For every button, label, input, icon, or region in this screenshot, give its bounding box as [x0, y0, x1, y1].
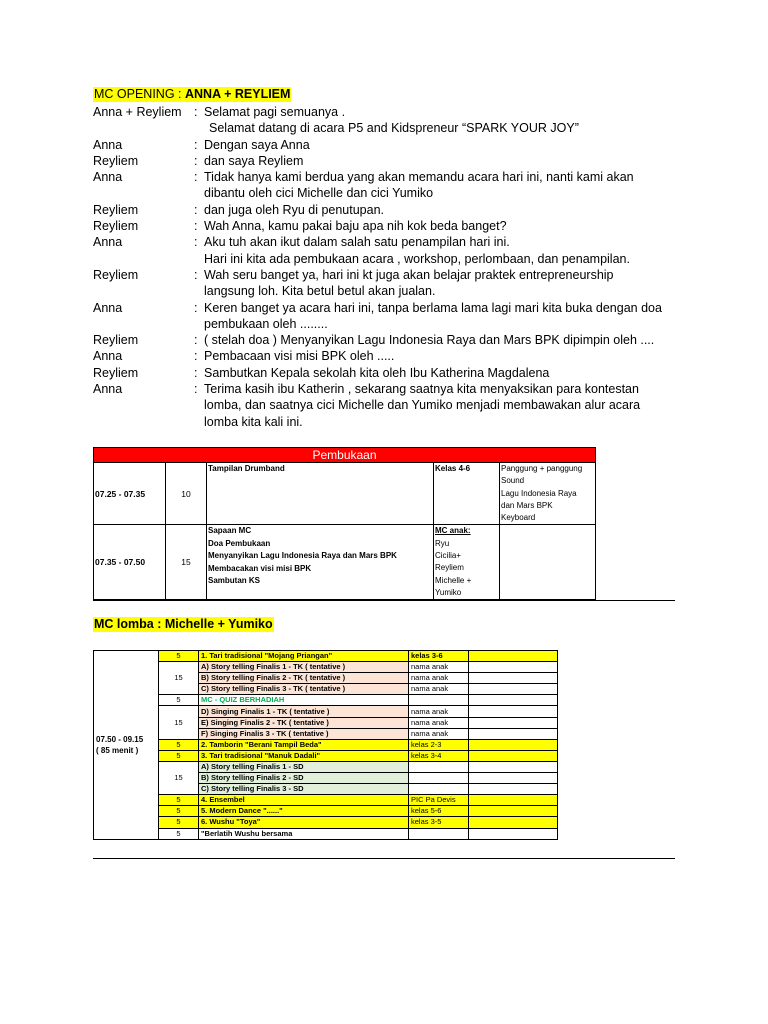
divider	[93, 600, 675, 601]
table-row	[94, 662, 558, 673]
activity-cell: C) Story telling Finalis 3 - SD	[199, 784, 409, 795]
activity-cell: "Berlatih Wushu bersama	[199, 828, 409, 839]
speaker-name: Anna	[93, 300, 123, 315]
duration-cell: 5	[159, 695, 199, 706]
dialogue-text: dan juga oleh Ryu di penutupan.	[204, 202, 385, 217]
script-line	[93, 381, 713, 397]
notes-cell	[469, 651, 558, 662]
table-row	[94, 761, 558, 772]
performer-cell: nama anak	[409, 717, 469, 728]
speaker-name: Anna	[93, 349, 123, 364]
time-cell	[94, 651, 159, 840]
speaker-name: Anna	[93, 137, 123, 152]
performer-cell: kelas 2-3	[409, 739, 469, 750]
script-line	[93, 300, 713, 316]
script-line	[93, 169, 713, 185]
activity-cell: 4. Ensembel	[199, 795, 409, 806]
dialogue-continuation: lomba, dan saatnya cici Michelle dan Yumiko menjadi membawakan alur acara	[204, 398, 641, 413]
dialogue-continuation: langsung loh. Kita betul betul akan jualan.	[204, 284, 436, 299]
duration-cell: 5	[159, 651, 199, 662]
opening-script	[93, 104, 713, 430]
colon-separator: :	[194, 333, 198, 348]
script-line	[93, 153, 713, 169]
pembukaan-table	[93, 447, 596, 600]
colon-separator: :	[194, 300, 198, 315]
table-row	[94, 695, 558, 706]
dialogue-text: Aku tuh akan ikut dalam salah satu penampilan hari ini.	[204, 235, 510, 250]
notes-cell	[469, 717, 558, 728]
colon-separator: :	[194, 105, 198, 119]
notes-cell	[469, 828, 558, 839]
performer-cell: kelas 3-6	[409, 651, 469, 662]
script-line	[93, 234, 713, 250]
table-row	[94, 828, 558, 839]
performer-cell: nama anak	[409, 662, 469, 673]
duration-cell: 15	[159, 761, 199, 794]
duration-cell: 15	[159, 706, 199, 739]
script-line	[93, 348, 713, 364]
dialogue-continuation: Hari ini kita ada pembukaan acara , workshop, perlombaan, dan penampilan.	[204, 251, 630, 266]
colon-separator: :	[194, 219, 198, 234]
activity-cell: MC - QUIZ BERHADIAH	[199, 695, 409, 706]
activity-cell: 1. Tari tradisional "Mojang Priangan"	[199, 651, 409, 662]
time-range: 07.50 - 09.15	[96, 734, 144, 744]
lomba-table	[93, 650, 558, 840]
table-row	[94, 651, 558, 662]
activity-cell: 6. Wushu "Toya"	[199, 817, 409, 828]
notes-cell	[469, 673, 558, 684]
dialogue-text: Dengan saya Anna	[204, 137, 310, 152]
activity-cell: C) Story telling Finalis 3 - TK ( tentative )	[199, 684, 409, 695]
performer-cell	[409, 695, 469, 706]
performer-cell: kelas 3-4	[409, 750, 469, 761]
speaker-name: Anna + Reyliem	[93, 105, 182, 119]
activity-line: Tampilan Drumband	[208, 464, 285, 473]
performer-line: Yumiko	[435, 587, 462, 597]
table-row	[94, 817, 558, 828]
table-row	[94, 795, 558, 806]
mc-opening-label: MC OPENING :	[94, 87, 185, 101]
notes-cell	[469, 728, 558, 739]
dialogue-text: dan saya Reyliem	[204, 153, 304, 168]
activity-line: Doa Pembukaan	[208, 538, 271, 548]
notes-cell	[469, 773, 558, 784]
script-line	[93, 137, 713, 153]
performer-cell	[409, 784, 469, 795]
duration-cell: 5	[159, 795, 199, 806]
script-line	[93, 267, 713, 283]
activity-cell	[207, 463, 434, 525]
pembukaan-title: Pembukaan	[94, 448, 596, 463]
notes-cell	[469, 695, 558, 706]
colon-separator: :	[194, 235, 198, 250]
colon-separator	[194, 120, 204, 136]
note-line: Sound	[501, 476, 525, 486]
performer-line: MC anak:	[435, 526, 471, 536]
colon-separator: :	[194, 365, 198, 380]
duration-cell: 5	[159, 828, 199, 839]
speaker-name: Reyliem	[93, 365, 139, 380]
performer-cell	[409, 761, 469, 772]
speaker-name: Reyliem	[93, 333, 139, 348]
performer-line: Michelle +	[435, 575, 472, 585]
speaker-name	[93, 120, 194, 136]
colon-separator: :	[194, 170, 198, 185]
dialogue-text: Keren banget ya acara hari ini, tanpa berlama lama lagi mari kita buka dengan doa	[204, 300, 662, 315]
performer-line: Reyliem	[435, 563, 464, 573]
duration-cell: 15	[159, 662, 199, 695]
dialogue-text: Selamat datang di acara P5 and Kidspreneur “SPARK YOUR JOY”	[209, 121, 579, 136]
performer-cell	[409, 773, 469, 784]
table-row	[94, 525, 596, 600]
dialogue-text: ( stelah doa ) Menyanyikan Lagu Indonesia Raya dan Mars BPK dipimpin oleh ....	[204, 333, 655, 348]
table-row	[94, 806, 558, 817]
table-row	[94, 463, 596, 525]
table-row	[94, 739, 558, 750]
dialogue-text: Pembacaan visi misi BPK oleh .....	[204, 349, 395, 364]
dialogue-text: Wah seru banget ya, hari ini kt juga akan belajar praktek entrepreneurship	[204, 267, 614, 282]
time-note: ( 85 menit )	[96, 745, 139, 755]
performer-cell: nama anak	[409, 673, 469, 684]
dialogue-continuation: dibantu oleh cici Michelle dan cici Yumiko	[204, 186, 434, 201]
speaker-name: Anna	[93, 235, 123, 250]
speaker-name: Reyliem	[93, 219, 139, 234]
performer-cell	[434, 463, 500, 525]
colon-separator: :	[194, 153, 198, 168]
notes-cell	[469, 795, 558, 806]
note-line: Panggung + panggung	[501, 464, 583, 473]
activity-cell: 5. Modern Dance "......"	[199, 806, 409, 817]
duration-cell: 5	[159, 739, 199, 750]
script-line	[93, 332, 713, 348]
activity-line: Menyanyikan Lagu Indonesia Raya dan Mars BPK	[208, 551, 397, 561]
mc-lomba-heading: MC lomba : Michelle + Yumiko	[94, 617, 273, 631]
activity-cell: A) Story telling Finalis 1 - TK ( tentative )	[199, 662, 409, 673]
activity-line: Membacakan visi misi BPK	[208, 563, 312, 573]
notes-cell	[469, 706, 558, 717]
dialogue-text: Tidak hanya kami berdua yang akan memandu acara hari ini, nanti kami akan	[204, 170, 634, 185]
duration-cell: 15	[166, 525, 207, 600]
performer-cell: kelas 3-5	[409, 817, 469, 828]
activity-cell: 3. Tari tradisional "Manuk Dadali"	[199, 750, 409, 761]
notes-cell	[469, 662, 558, 673]
performer-cell	[434, 525, 500, 600]
duration-cell: 5	[159, 817, 199, 828]
time-cell: 07.35 - 07.50	[94, 525, 166, 600]
note-line: Lagu Indonesia Raya	[501, 488, 577, 498]
script-line	[93, 202, 713, 218]
speaker-name: Anna	[93, 382, 123, 397]
table-row	[94, 750, 558, 761]
performer-cell	[409, 828, 469, 839]
notes-cell	[469, 684, 558, 695]
activity-cell: D) Singing Finalis 1 - TK ( tentative )	[199, 706, 409, 717]
notes-cell	[500, 463, 596, 525]
performer-line: Kelas 4-6	[435, 464, 471, 473]
dialogue-text: Wah Anna, kamu pakai baju apa nih kok beda banget?	[204, 219, 507, 234]
colon-separator: :	[194, 382, 198, 397]
performer-cell: nama anak	[409, 728, 469, 739]
divider	[93, 858, 675, 859]
activity-cell: B) Story telling Finalis 2 - TK ( tentative )	[199, 673, 409, 684]
time-cell: 07.25 - 07.35	[94, 463, 166, 525]
performer-cell: PIC Pa Devis	[409, 795, 469, 806]
dialogue-text: Sambutkan Kepala sekolah kita oleh Ibu Katherina Magdalena	[204, 365, 550, 380]
activity-cell	[207, 525, 434, 600]
duration-cell: 10	[166, 463, 207, 525]
note-line: Keyboard	[501, 513, 536, 523]
notes-cell	[469, 806, 558, 817]
speaker-name: Reyliem	[93, 202, 139, 217]
notes-cell	[469, 784, 558, 795]
duration-cell: 5	[159, 806, 199, 817]
speaker-name: Reyliem	[93, 153, 139, 168]
dialogue-text: Terima kasih ibu Katherin , sekarang saatnya kita menyaksikan para kontestan	[204, 382, 639, 397]
performer-cell: nama anak	[409, 706, 469, 717]
dialogue-text: Selamat pagi semuanya .	[204, 105, 346, 119]
colon-separator: :	[194, 137, 198, 152]
activity-cell: A) Story telling Finalis 1 - SD	[199, 761, 409, 772]
notes-cell	[469, 761, 558, 772]
colon-separator: :	[194, 267, 198, 282]
activity-cell: E) Singing Finalis 2 - TK ( tentative )	[199, 717, 409, 728]
speaker-name: Anna	[93, 170, 123, 185]
performer-line: Cicilia+	[435, 551, 462, 561]
mc-opening-heading	[93, 87, 291, 102]
mc-opening-names: ANNA + REYLIEM	[184, 87, 291, 101]
performer-line: Ryu	[435, 538, 450, 548]
notes-cell	[469, 750, 558, 761]
speaker-name: Reyliem	[93, 267, 139, 282]
dialogue-continuation: pembukaan oleh ........	[204, 316, 328, 331]
note-line: dan Mars BPK	[501, 500, 553, 510]
duration-cell: 5	[159, 750, 199, 761]
script-line	[93, 104, 713, 120]
activity-cell: 2. Tamborin "Berani Tampil Beda"	[199, 739, 409, 750]
activity-line: Sambutan KS	[208, 576, 261, 586]
dialogue-continuation: lomba kita kali ini.	[204, 414, 303, 429]
activity-cell: F) Singing Finalis 3 - TK ( tentative )	[199, 728, 409, 739]
notes-cell	[469, 817, 558, 828]
activity-cell: B) Story telling Finalis 2 - SD	[199, 773, 409, 784]
notes-cell	[469, 739, 558, 750]
colon-separator: :	[194, 202, 198, 217]
notes-cell	[500, 525, 596, 600]
performer-cell: kelas 5-6	[409, 806, 469, 817]
performer-cell: nama anak	[409, 684, 469, 695]
script-line	[93, 218, 713, 234]
colon-separator: :	[194, 349, 198, 364]
script-line	[93, 365, 713, 381]
activity-line: Sapaan MC	[208, 526, 252, 536]
script-line	[93, 120, 713, 136]
table-row	[94, 706, 558, 717]
